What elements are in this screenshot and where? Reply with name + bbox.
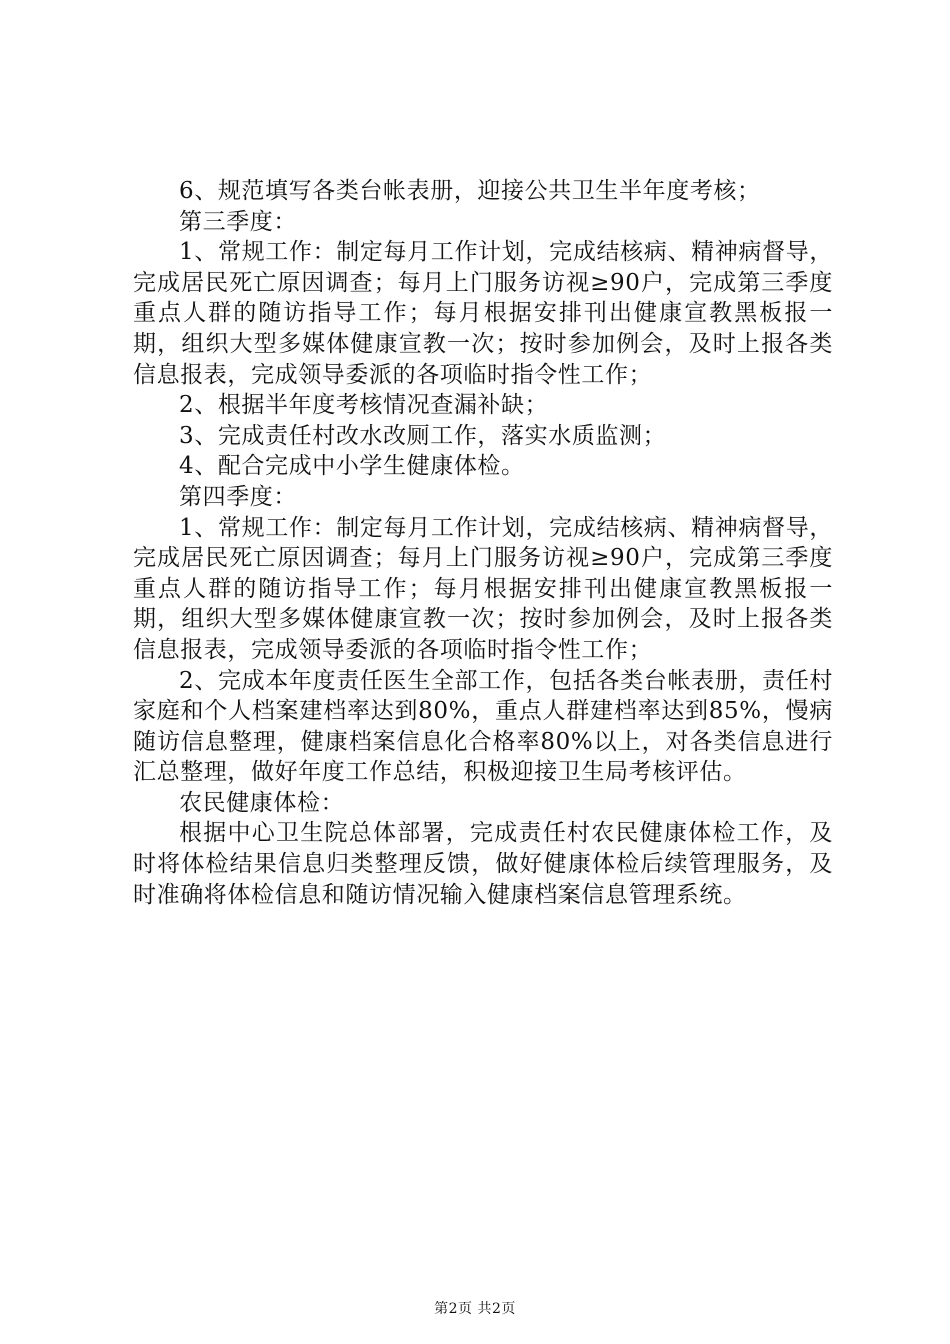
section-heading-health-check: 农民健康体检： [179, 789, 345, 816]
paragraph-q3-item-4: 4、配合完成中小学生健康体检。 [179, 453, 525, 480]
paragraph-q4-item-2: 2、完成本年度责任医生全部工作，包括各类台帐表册，责任村家庭和个人档案建档率达到80%，重点人群建档率达到85%，慢病随访信息整理，健康档案信息化合格率80%以上，对各类信息进行汇总整理，做好年度工作总结，积极迎接卫生局考核评估。 [133, 667, 833, 786]
paragraph-q3-item-3: 3、完成责任村改水改厕工作，落实水质监测； [179, 422, 667, 449]
section-heading-q4: 第四季度： [179, 483, 297, 510]
paragraph-item-6: 6、规范填写各类台帐表册，迎接公共卫生半年度考核； [179, 178, 761, 204]
document-body [133, 176, 833, 910]
paragraph-q3-item-2: 2、根据半年度考核情况查漏补缺； [179, 392, 549, 419]
paragraph-q3-item-1: 1、常规工作：制定每月工作计划，完成结核病、精神病督导，完成居民死亡原因调查；每月上门服务访视≥90户，完成第三季度重点人群的随访指导工作；每月根据安排刊出健康宣教黑板报一期，组织大型多媒体健康宣教一次；按时参加例会，及时上报各类信息报表，完成领导委派的各项临时指令性工作； [133, 239, 833, 388]
page-footer: 第2页 共2页 [434, 1301, 516, 1317]
section-heading-q3: 第三季度： [179, 208, 297, 235]
paragraph-q4-item-1: 1、常规工作：制定每月工作计划，完成结核病、精神病督导，完成居民死亡原因调查；每月上门服务访视≥90户，完成第三季度重点人群的随访指导工作；每月根据安排刊出健康宣教黑板报一期，组织大型多媒体健康宣教一次；按时参加例会，及时上报各类信息报表，完成领导委派的各项临时指令性工作； [133, 514, 833, 663]
paragraph-health-check: 根据中心卫生院总体部署，完成责任村农民健康体检工作，及时将体检结果信息归类整理反馈，做好健康体检后续管理服务，及时准确将体检信息和随访情况输入健康档案信息管理系统。 [133, 820, 833, 908]
